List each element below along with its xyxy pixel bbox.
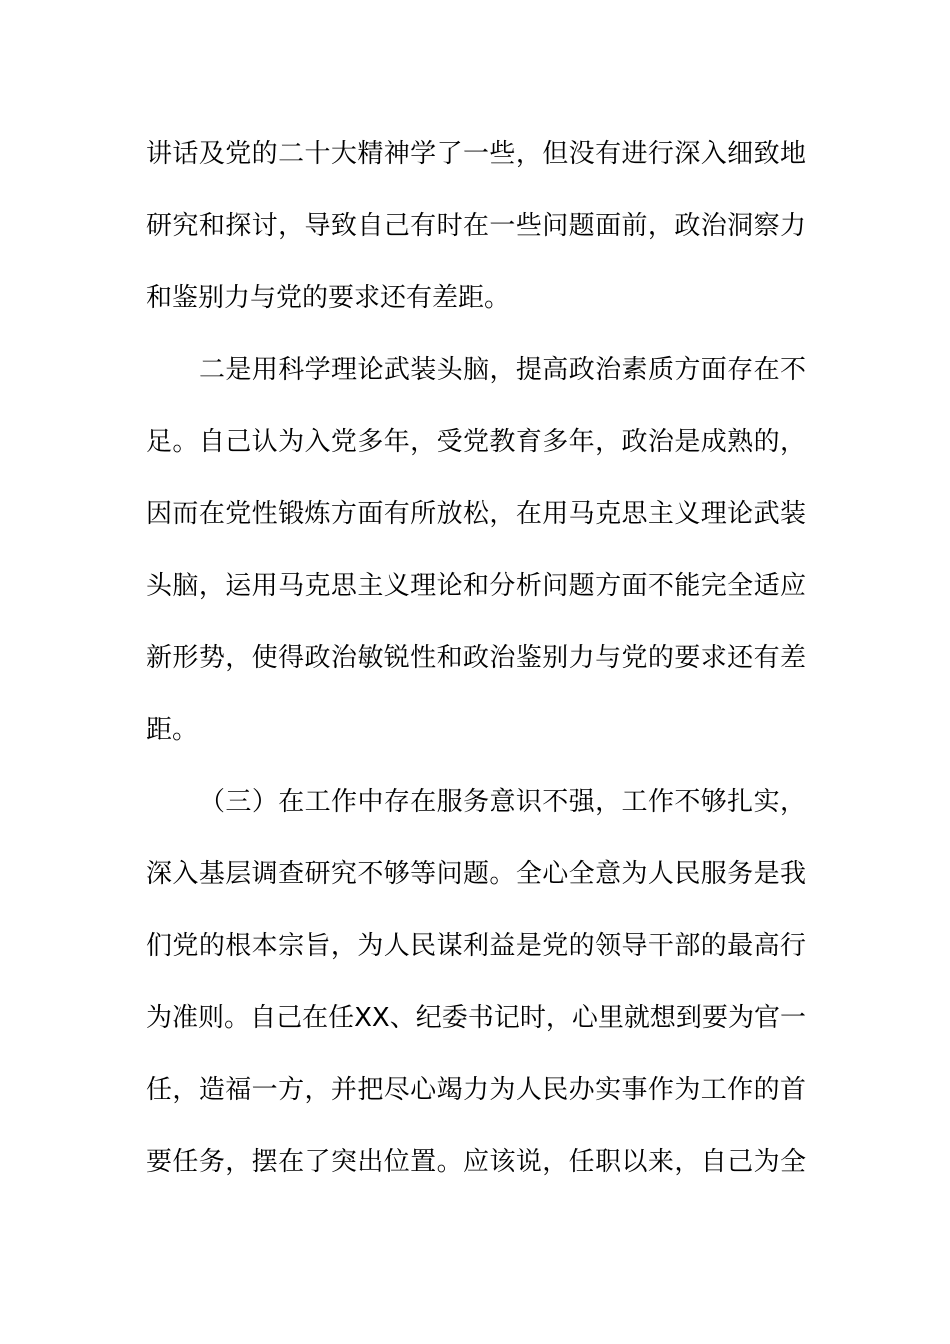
paragraph-first-line: 二是用科学理论武装头脑，提高政治素质方面存在不	[199, 355, 806, 385]
text-line: 为准则。自己在任XX、纪委书记时，心里就想到要为官一	[146, 1003, 806, 1033]
text-line: 要任务，摆在了突出位置。应该说，任职以来，自己为全	[146, 1147, 806, 1177]
text-line: 研究和探讨，导致自己有时在一些问题面前，政治洞察力	[146, 211, 806, 241]
text-line: 和鉴别力与党的要求还有差距。	[146, 283, 511, 313]
text-line: 们党的根本宗旨，为人民谋利益是党的领导干部的最高行	[146, 931, 806, 961]
paragraph-first-line: （三）在工作中存在服务意识不强，工作不够扎实，	[199, 787, 806, 817]
text-line: 头脑，运用马克思主义理论和分析问题方面不能完全适应	[146, 571, 806, 601]
text-line: 新形势，使得政治敏锐性和政治鉴别力与党的要求还有差	[146, 643, 806, 673]
text-line: 任，造福一方，并把尽心竭力为人民办实事作为工作的首	[146, 1075, 806, 1105]
text-line: 足。自己认为入党多年，受党教育多年，政治是成熟的，	[146, 427, 806, 457]
text-line: 深入基层调查研究不够等问题。全心全意为人民服务是我	[146, 859, 806, 889]
text-line: 距。	[146, 715, 199, 745]
text-line: 讲话及党的二十大精神学了一些，但没有进行深入细致地	[146, 139, 806, 169]
text-line: 因而在党性锻炼方面有所放松，在用马克思主义理论武装	[146, 499, 806, 529]
